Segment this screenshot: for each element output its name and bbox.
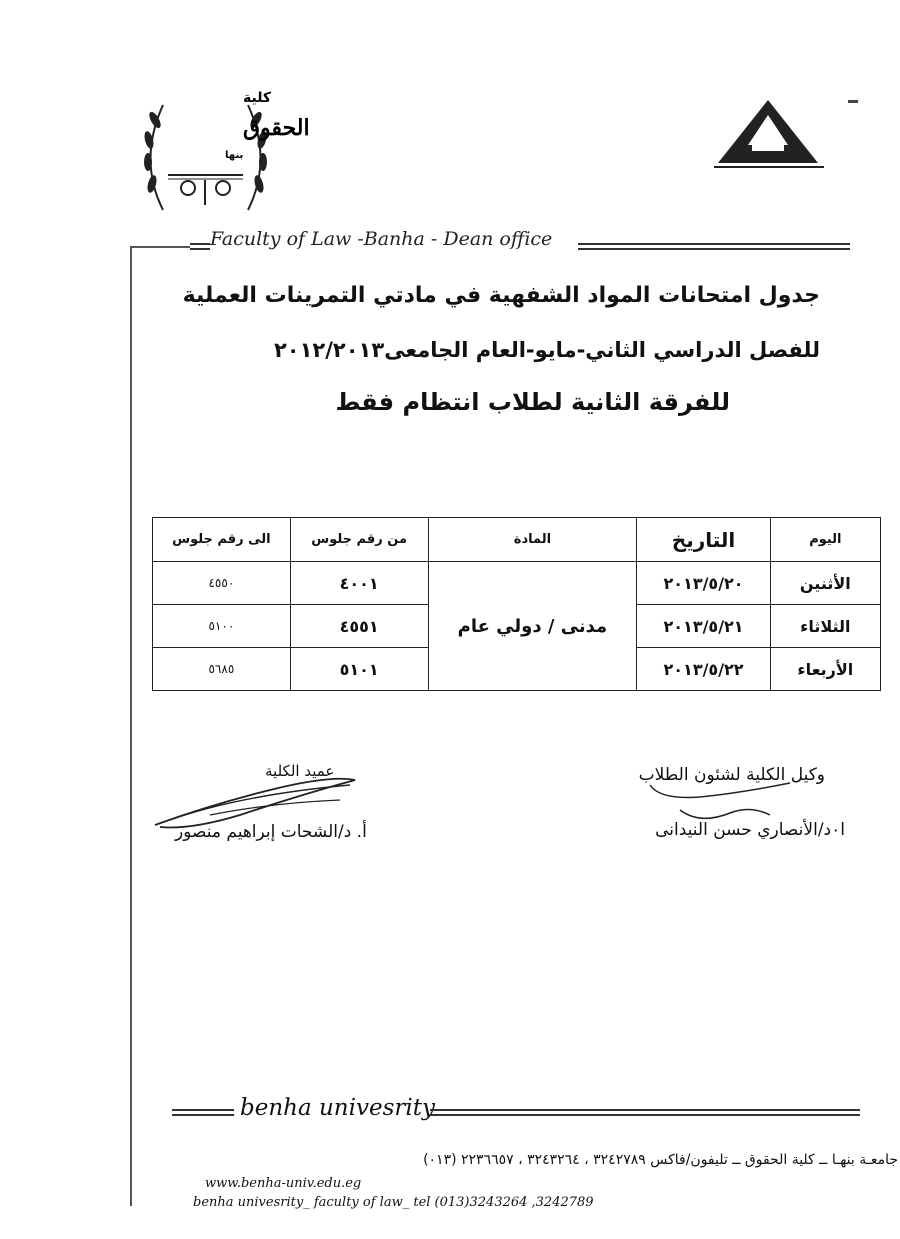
row-day: الأثنين (770, 562, 880, 605)
footer-telephone: benha univesrity_ faculty of law_ tel (013)3243264 ,3242789 (193, 1195, 594, 1210)
dean-name: أ. د/الشحات إبراهيم منصور (175, 822, 367, 842)
row-day: الثلاثاء (770, 605, 880, 648)
dean-title: عميد الكلية (265, 762, 335, 780)
subject-cell: مدنى / دولي عام (428, 562, 637, 691)
footer-arabic-contact: جامعـة بنهـا ــ كلية الحقوق ــ تليفون/فاكس ٣٢٤٢٧٨٩ ، ٣٢٤٣٢٦٤ ، ٢٢٣٦٦٥٧ (٠١٣) (423, 1152, 898, 1168)
row-to-seat: ٥١٠٠ (153, 605, 291, 648)
row-from-seat: ٥١٠١ (290, 648, 428, 691)
header-to-seat: الى رقم جلوس (153, 518, 291, 562)
svg-text:كلية: كلية (243, 90, 272, 106)
row-from-seat: ٤٥٥١ (290, 605, 428, 648)
vice-dean-title: وكيل الكلية لشئون الطلاب (638, 765, 825, 785)
dean-office-line: Faculty of Law -Banha - Dean office (210, 228, 553, 250)
footer-university-name: benha univesrity (240, 1095, 435, 1121)
row-from-seat: ٤٠٠١ (290, 562, 428, 605)
left-border-line (130, 246, 132, 1206)
schedule-title: جدول امتحانات المواد الشفهية في مادتي التمرينات العملية (182, 283, 820, 308)
semester-line: للفصل الدراسي الثاني-مايو-العام الجامعى٢٠١٢/٢٠١٣ (273, 338, 820, 362)
svg-text:بنها: بنها (225, 150, 244, 161)
footer-website: www.benha-univ.edu.eg (205, 1176, 362, 1191)
university-logo (708, 95, 883, 175)
header-rule-left (578, 243, 850, 250)
row-date: ٢٠١٣/٥/٢٠ (637, 562, 770, 605)
footer-rule-right (430, 1109, 860, 1116)
header-from-seat: من رقم جلوس (290, 518, 428, 562)
row-date: ٢٠١٣/٥/٢٢ (637, 648, 770, 691)
exam-schedule-table (152, 517, 881, 691)
vice-dean-name: ا٠د/الأنصاري حسن النيدانى (655, 820, 845, 840)
svg-text:الحقوق: الحقوق (243, 115, 310, 141)
row-date: ٢٠١٣/٥/٢١ (637, 605, 770, 648)
header-subject: المادة (428, 518, 637, 562)
border-corner (130, 246, 190, 248)
row-to-seat: ٤٥٥٠ (153, 562, 291, 605)
table-row (153, 562, 881, 605)
header-date: التاريخ (637, 518, 770, 562)
row-to-seat: ٥٦٨٥ (153, 648, 291, 691)
footer-rule-left (172, 1109, 234, 1116)
header-rule-right (190, 243, 210, 250)
cohort-line: للفرقة الثانية لطلاب انتظام فقط (335, 388, 730, 416)
row-day: الأربعاء (770, 648, 880, 691)
header-day: اليوم (770, 518, 880, 562)
table-header-row (153, 518, 881, 562)
faculty-of-law-emblem (133, 80, 310, 220)
